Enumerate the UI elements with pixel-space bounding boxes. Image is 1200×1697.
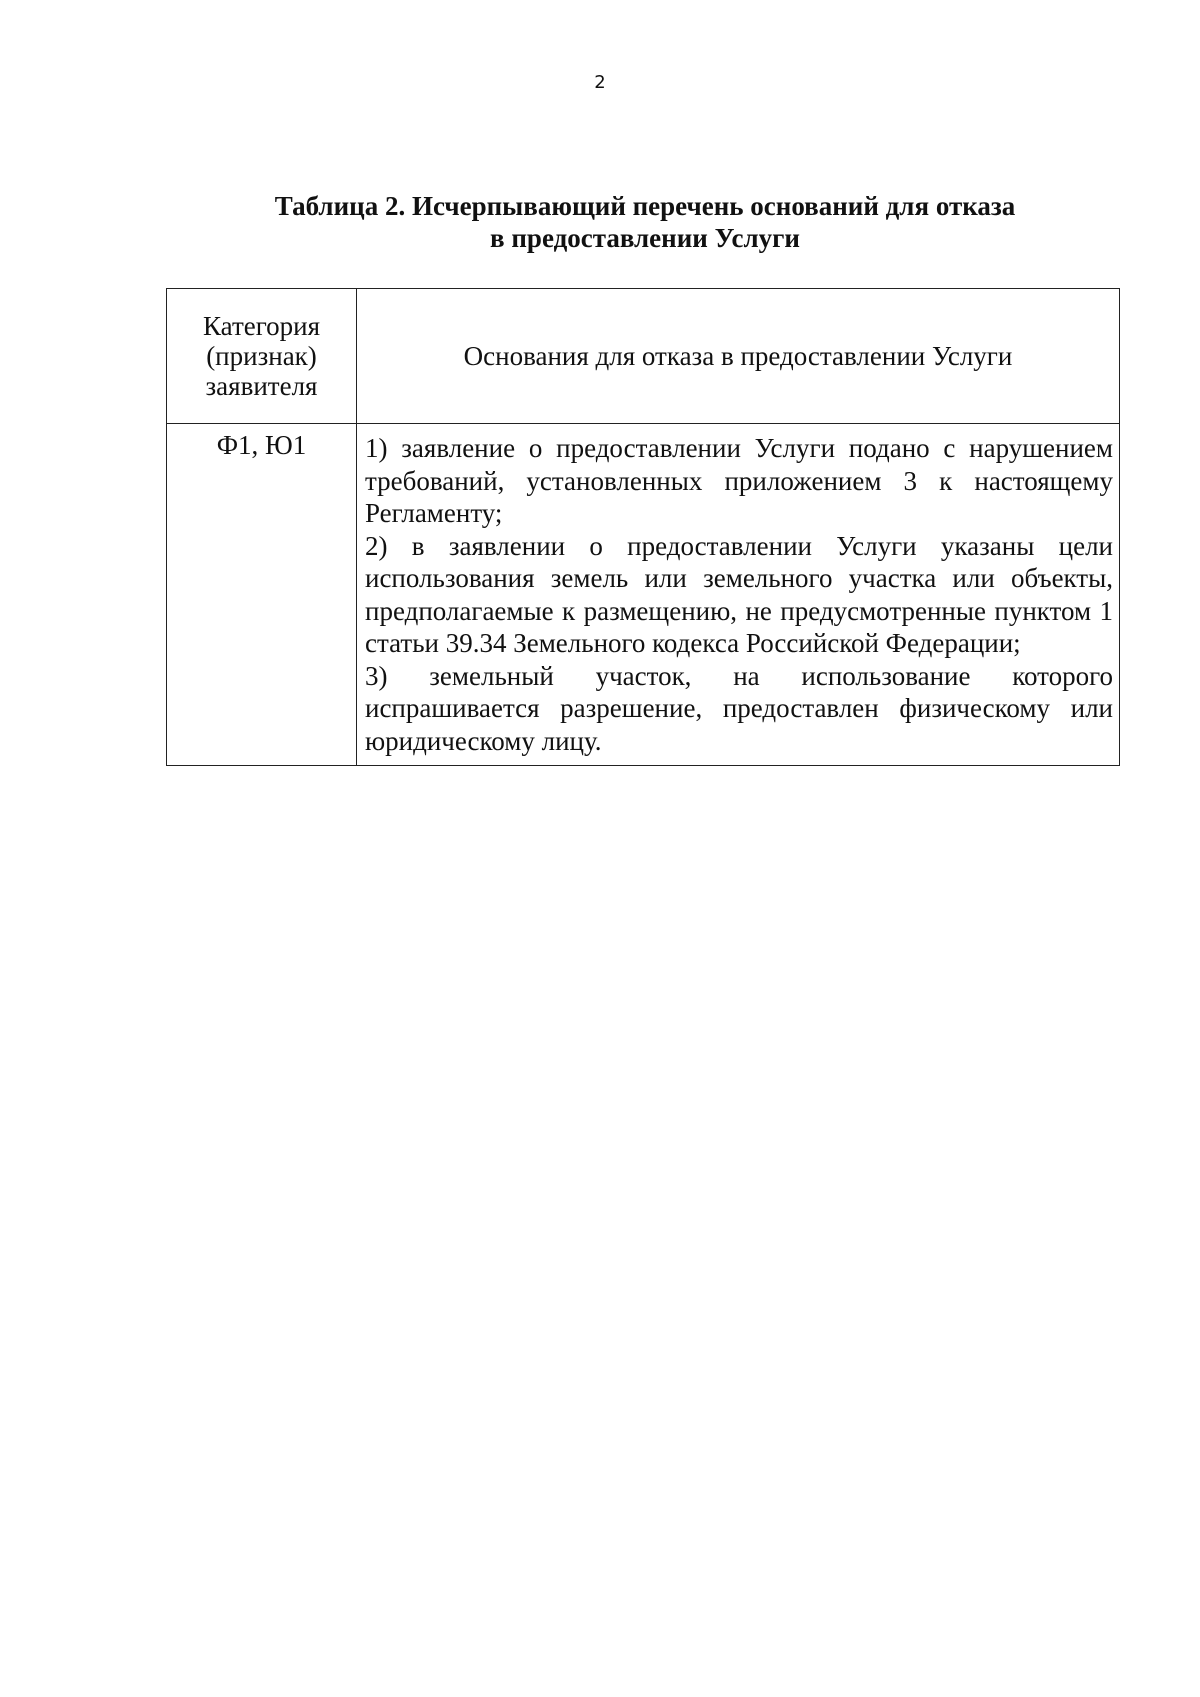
reason-item-2: 2) в заявлении о предоставлении Услуги указаны цели использования земель или земельного участка или объекты, предполагаемые к размещению, не предусмотренные пунктом 1 статьи 39.34 Земельного кодекса Российской Федерации;	[365, 530, 1113, 658]
header-category-line-3: заявителя	[205, 371, 318, 401]
category-cell: Ф1, Ю1	[167, 424, 357, 766]
reason-item-1: 1) заявление о предоставлении Услуги подано с нарушением требований, установленных приложением 3 к настоящему Регламенту;	[365, 433, 1113, 528]
header-reasons-cell: Основания для отказа в предоставлении Услуги	[357, 289, 1120, 424]
table-title	[150, 190, 1140, 254]
table-title-line-2: в предоставлении Услуги	[490, 223, 800, 253]
page-number: 2	[594, 72, 606, 93]
header-category-cell	[167, 289, 357, 424]
reasons-cell	[357, 424, 1120, 766]
table-header-row	[167, 289, 1120, 424]
table-title-line-1: Таблица 2. Исчерпывающий перечень оснований для отказа	[274, 191, 1016, 221]
reason-item-3: 3) земельный участок, на использование которого испрашивается разрешение, предоставлен физическому или юридическому лицу.	[365, 660, 1113, 756]
table-row	[167, 424, 1120, 766]
refusal-grounds-table	[166, 288, 1120, 766]
header-category-line-1: Категория	[203, 311, 320, 341]
header-category-line-2: (признак)	[206, 341, 317, 371]
